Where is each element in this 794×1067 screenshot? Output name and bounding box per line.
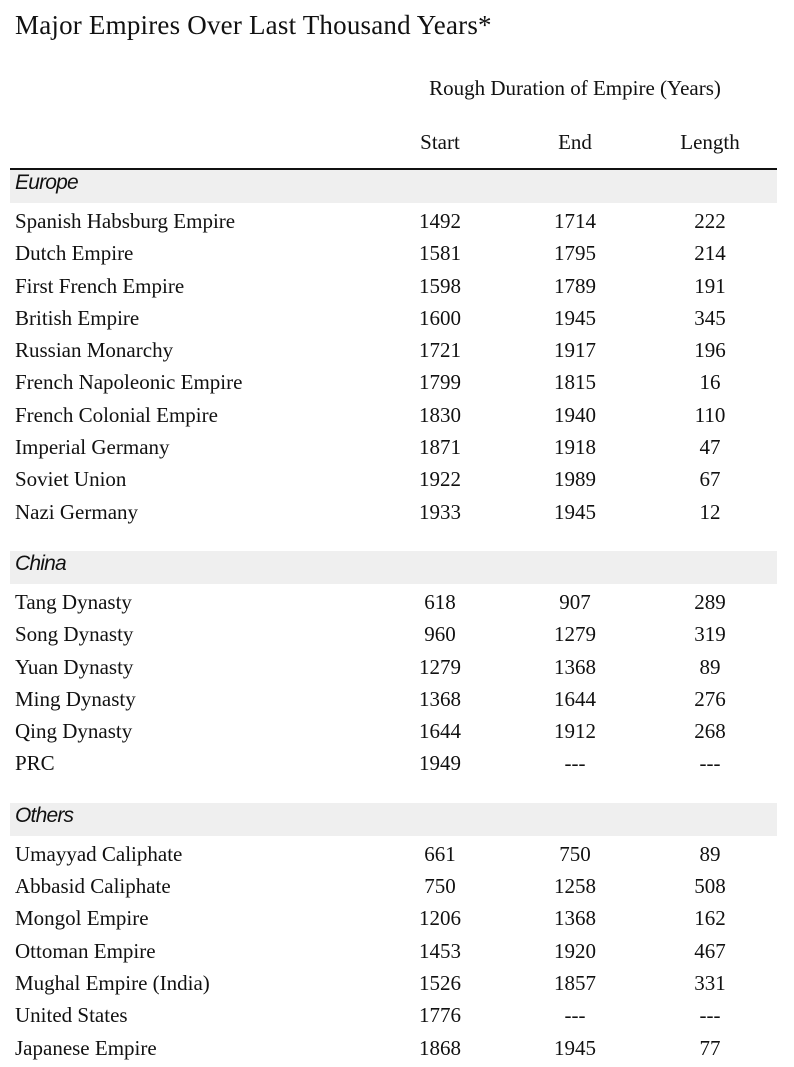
- start-year: 1492: [419, 209, 461, 233]
- table-row: [0, 273, 794, 305]
- duration-length: 110: [694, 402, 726, 427]
- duration-length: 276: [694, 686, 726, 711]
- table-row: [0, 240, 794, 272]
- duration-length: 508: [694, 874, 726, 899]
- empire-name: First French Empire: [15, 273, 185, 298]
- duration-length: 77: [699, 1035, 721, 1060]
- table-row: [0, 208, 794, 240]
- empire-name: PRC: [15, 751, 55, 776]
- end-year: ---: [564, 751, 586, 776]
- table-row: [0, 970, 794, 1002]
- end-year: 750: [559, 841, 591, 866]
- duration-length: 67: [699, 467, 721, 492]
- section-header-china: [10, 551, 777, 584]
- empire-name: United States: [15, 1003, 128, 1028]
- end-year: 1945: [554, 499, 596, 524]
- table-title: Major Empires Over Last Thousand Years*: [15, 10, 492, 40]
- end-year: 1258: [554, 874, 596, 899]
- start-year: 1922: [419, 467, 461, 492]
- section-label: Others: [15, 803, 74, 827]
- start-year: 618: [424, 589, 456, 614]
- start-year: 1453: [419, 938, 461, 963]
- start-year: 1868: [419, 1035, 461, 1060]
- duration-length: 89: [699, 841, 721, 866]
- table-row: [0, 938, 794, 970]
- column-header-end: End: [558, 130, 592, 154]
- end-year: ---: [564, 1003, 586, 1028]
- end-year: 1795: [554, 241, 596, 266]
- table-row: [0, 1035, 794, 1067]
- duration-length: 268: [694, 719, 726, 744]
- duration-length: ---: [699, 751, 721, 776]
- table-row: [0, 686, 794, 718]
- end-year: 1918: [554, 435, 596, 460]
- duration-length: 331: [694, 970, 726, 995]
- empire-name: Ottoman Empire: [15, 938, 156, 963]
- table-row: [0, 841, 794, 873]
- start-year: 1598: [419, 273, 461, 298]
- start-year: 1581: [419, 241, 461, 266]
- start-year: 1871: [419, 435, 461, 460]
- empire-name: French Colonial Empire: [15, 402, 218, 427]
- start-year: 1799: [419, 370, 461, 395]
- empire-name: Mughal Empire (India): [15, 970, 210, 995]
- start-year: 661: [424, 841, 456, 866]
- column-header-start: Start: [420, 130, 460, 154]
- table-row: [0, 589, 794, 621]
- empire-name: French Napoleonic Empire: [15, 370, 243, 395]
- empire-name: Yuan Dynasty: [15, 654, 134, 679]
- empires-table: [0, 170, 794, 1067]
- end-year: 1917: [554, 338, 596, 363]
- end-year: 1368: [554, 906, 596, 931]
- empire-name: Ming Dynasty: [15, 686, 136, 711]
- duration-length: 16: [699, 370, 721, 395]
- start-year: 1933: [419, 499, 461, 524]
- duration-length: 162: [694, 906, 726, 931]
- duration-length: 319: [694, 622, 726, 647]
- section-label: Europe: [15, 171, 78, 194]
- start-year: 750: [424, 874, 456, 899]
- start-year: 1721: [419, 338, 461, 363]
- start-year: 1644: [419, 719, 461, 744]
- empire-name: Tang Dynasty: [15, 589, 132, 614]
- end-year: 907: [559, 589, 591, 614]
- empire-name: Qing Dynasty: [15, 719, 133, 744]
- empire-name: Dutch Empire: [15, 241, 134, 266]
- table-row: [0, 434, 794, 466]
- table-row: [0, 905, 794, 937]
- empire-name: Umayyad Caliphate: [15, 841, 183, 866]
- start-year: 1206: [419, 906, 461, 931]
- empire-name: Mongol Empire: [15, 906, 149, 931]
- section-spacer: [0, 783, 794, 803]
- start-year: 1776: [419, 1003, 461, 1028]
- table-row: [0, 466, 794, 498]
- table-row: [0, 873, 794, 905]
- start-year: 1526: [419, 970, 461, 995]
- duration-length: 345: [694, 305, 726, 330]
- duration-length: 467: [694, 938, 726, 963]
- empire-name: Spanish Habsburg Empire: [15, 209, 236, 233]
- empire-name: Russian Monarchy: [15, 338, 174, 363]
- empire-name: Soviet Union: [15, 467, 127, 492]
- duration-length: 12: [699, 499, 721, 524]
- empire-name: British Empire: [15, 305, 140, 330]
- table-row: [0, 305, 794, 337]
- end-year: 1789: [554, 273, 596, 298]
- duration-length: 191: [694, 273, 726, 298]
- end-year: 1815: [554, 370, 596, 395]
- start-year: 960: [424, 622, 456, 647]
- end-year: 1945: [554, 305, 596, 330]
- empire-name: Imperial Germany: [15, 435, 170, 460]
- empire-name: Nazi Germany: [15, 499, 139, 524]
- column-header-length: Length: [680, 130, 740, 154]
- end-year: 1945: [554, 1035, 596, 1060]
- table-row: [0, 499, 794, 531]
- table-row: [0, 369, 794, 401]
- end-year: 1940: [554, 402, 596, 427]
- end-year: 1989: [554, 467, 596, 492]
- empire-name: Song Dynasty: [15, 622, 134, 647]
- table-row: [0, 402, 794, 434]
- duration-length: 196: [694, 338, 726, 363]
- empire-name: Japanese Empire: [15, 1035, 157, 1060]
- duration-length: 222: [694, 209, 726, 233]
- table-row: [0, 718, 794, 750]
- section-header-europe: [10, 170, 777, 203]
- start-year: 1368: [419, 686, 461, 711]
- start-year: 1830: [419, 402, 461, 427]
- table-row: [0, 337, 794, 369]
- section-header-others: [10, 803, 777, 836]
- end-year: 1368: [554, 654, 596, 679]
- duration-header: Rough Duration of Empire (Years): [429, 76, 721, 100]
- table-row: [0, 750, 794, 782]
- table-row: [0, 1002, 794, 1034]
- duration-length: 289: [694, 589, 726, 614]
- end-year: 1644: [554, 686, 596, 711]
- end-year: 1714: [554, 209, 596, 233]
- duration-length: 47: [699, 435, 721, 460]
- empire-name: Abbasid Caliphate: [15, 874, 171, 899]
- duration-length: 89: [699, 654, 721, 679]
- end-year: 1920: [554, 938, 596, 963]
- end-year: 1857: [554, 970, 596, 995]
- start-year: 1279: [419, 654, 461, 679]
- section-label: China: [15, 551, 66, 575]
- duration-length: ---: [699, 1003, 721, 1028]
- table-row: [0, 621, 794, 653]
- duration-length: 214: [694, 241, 726, 266]
- table-row: [0, 654, 794, 686]
- start-year: 1600: [419, 305, 461, 330]
- start-year: 1949: [419, 751, 461, 776]
- end-year: 1912: [554, 719, 596, 744]
- end-year: 1279: [554, 622, 596, 647]
- section-spacer: [0, 531, 794, 551]
